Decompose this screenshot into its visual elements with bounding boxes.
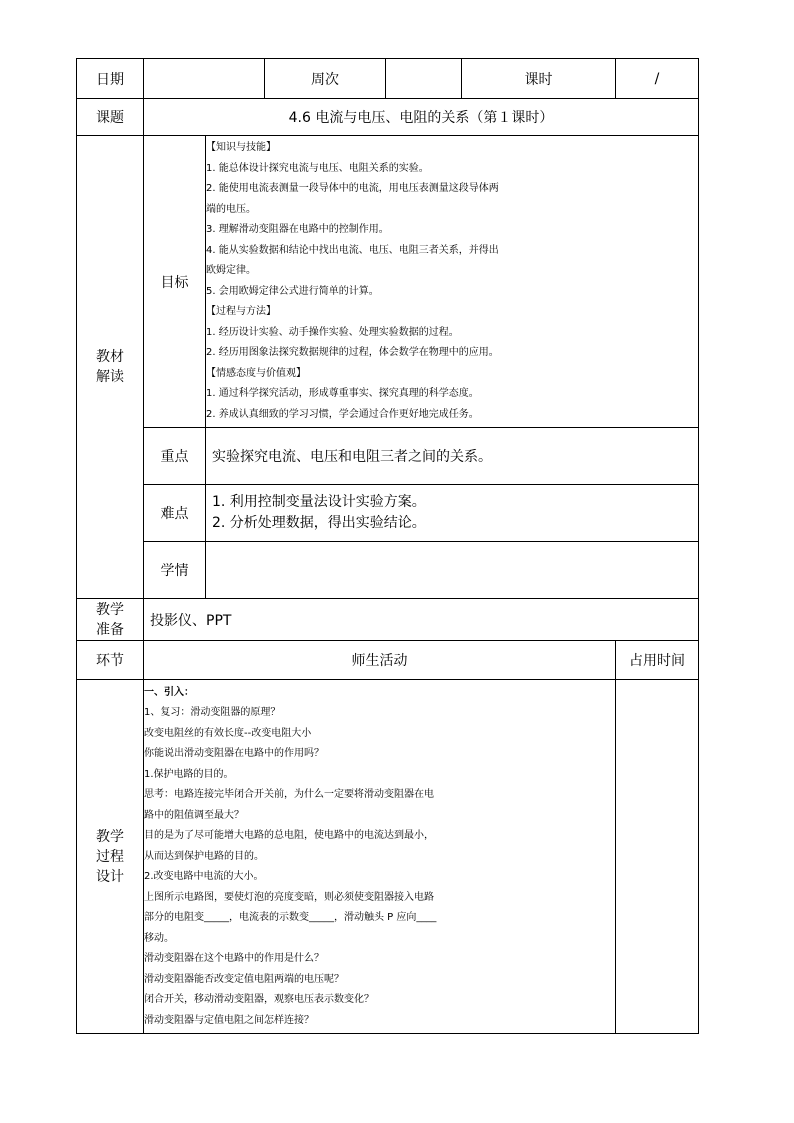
date-value [144, 59, 265, 99]
process-line: 1.保护电路的目的。 [144, 768, 234, 780]
stage-header: 环节 [77, 641, 144, 680]
goal-line: 欧姆定律。 [206, 265, 256, 276]
week-value [386, 59, 462, 99]
header-row [77, 59, 699, 99]
prep-value: 投影仪、PPT [144, 599, 699, 641]
time-header: 占用时间 [616, 641, 699, 680]
goal-line: 4. 能从实验数据和结论中找出电流、电压、电阻三者关系，并得出 [206, 244, 499, 256]
process-line: 改变电阻丝的有效长度--改变电阻大小 [144, 727, 312, 739]
process-line: 目的是为了尽可能增大电路的总电阻，使电路中的电流达到最小， [144, 830, 434, 842]
student-value [206, 542, 699, 599]
process-line: 2.改变电路中电流的大小。 [144, 871, 264, 883]
analysis-label: 教材 解读 [77, 136, 144, 599]
goal-line: 5. 会用欧姆定律公式进行简单的计算。 [206, 285, 379, 297]
process-line: 从而达到保护电路的目的。 [144, 850, 264, 862]
goals-row [77, 136, 699, 428]
difficulty-content [206, 485, 699, 542]
topic-row [77, 99, 699, 136]
topic-value: 4.6 电流与电压、电阻的关系（第１课时） [144, 99, 699, 136]
process-line: 滑动变阻器在这个电路中的作用是什么？ [144, 953, 324, 965]
student-label: 学情 [144, 542, 206, 599]
process-line: 部分的电阻变_____，电流表的示数变_____，滑动触头 P 应向____ [144, 912, 437, 924]
period-label: 课时 [462, 59, 616, 99]
lesson-plan-table [76, 58, 699, 1034]
prep-row [77, 599, 699, 641]
student-row [77, 542, 699, 599]
process-row [77, 680, 699, 1034]
goal-line: 1. 通过科学探究活动，形成尊重事实、探究真理的科学态度。 [206, 388, 479, 399]
topic-label: 课题 [77, 99, 144, 136]
difficulty-line: 2. 分析处理数据，得出实验结论。 [212, 515, 426, 531]
process-line: 滑动变阻器能否改变定值电阻两端的电压呢？ [144, 973, 344, 985]
process-line: 1、复习：滑动变阻器的原理？ [144, 707, 281, 719]
difficulty-label: 难点 [144, 485, 206, 542]
goal-line: 2. 养成认真细致的学习习惯，学会通过合作更好地完成任务。 [206, 408, 479, 420]
activity-header: 师生活动 [144, 641, 616, 680]
goal-line: 端的电压。 [206, 203, 256, 215]
goal-line: 【情感态度与价值观】 [206, 367, 306, 379]
difficulty-row [77, 485, 699, 542]
key-point-row [77, 428, 699, 485]
key-point-value: 实验探究电流、电压和电阻三者之间的关系。 [206, 428, 699, 485]
process-line: 你能说出滑动变阻器在电路中的作用吗？ [144, 748, 324, 760]
goal-line: 2. 经历用图象法探究数据规律的过程，体会数学在物理中的应用。 [206, 347, 499, 358]
difficulty-line: 1. 利用控制变量法设计实验方案。 [212, 494, 426, 510]
process-line: 移动。 [144, 932, 174, 944]
goal-line: 1. 能总体设计探究电流与电压、电阻关系的实验。 [206, 162, 429, 174]
goal-line: 1. 经历设计实验、动手操作实验、处理实验数据的过程。 [206, 326, 459, 338]
process-label: 教学 过程 设计 [77, 680, 144, 1034]
goals-label: 目标 [144, 136, 206, 428]
process-line: 思考：电路连接完毕闭合开关前，为什么一定要将滑动变阻器在电 [144, 789, 434, 801]
goals-content [206, 136, 699, 428]
goal-line: 【过程与方法】 [206, 306, 276, 317]
process-time [616, 680, 699, 1034]
prep-label: 教学 准备 [77, 599, 144, 641]
process-heading: 一、引入： [144, 686, 194, 698]
process-line: 闭合开关，移动滑动变阻器，观察电压表示数变化？ [144, 994, 374, 1006]
period-value: / [616, 59, 699, 99]
goal-line: 2. 能使用电流表测量一段导体中的电流，用电压表测量这段导体两 [206, 183, 499, 194]
date-label: 日期 [77, 59, 144, 99]
column-header-row [77, 641, 699, 680]
process-line: 路中的阻值调至最大？ [144, 809, 244, 821]
goal-line: 3. 理解滑动变阻器在电路中的控制作用。 [206, 224, 389, 235]
process-content [144, 680, 616, 1034]
process-line: 上图所示电路图，要使灯泡的亮度变暗，则必须使变阻器接入电路 [144, 891, 434, 903]
key-point-label: 重点 [144, 428, 206, 485]
process-line: 滑动变阻器与定值电阻之间怎样连接？ [144, 1014, 314, 1026]
week-label: 周次 [265, 59, 386, 99]
goal-line: 【知识与技能】 [206, 142, 276, 153]
